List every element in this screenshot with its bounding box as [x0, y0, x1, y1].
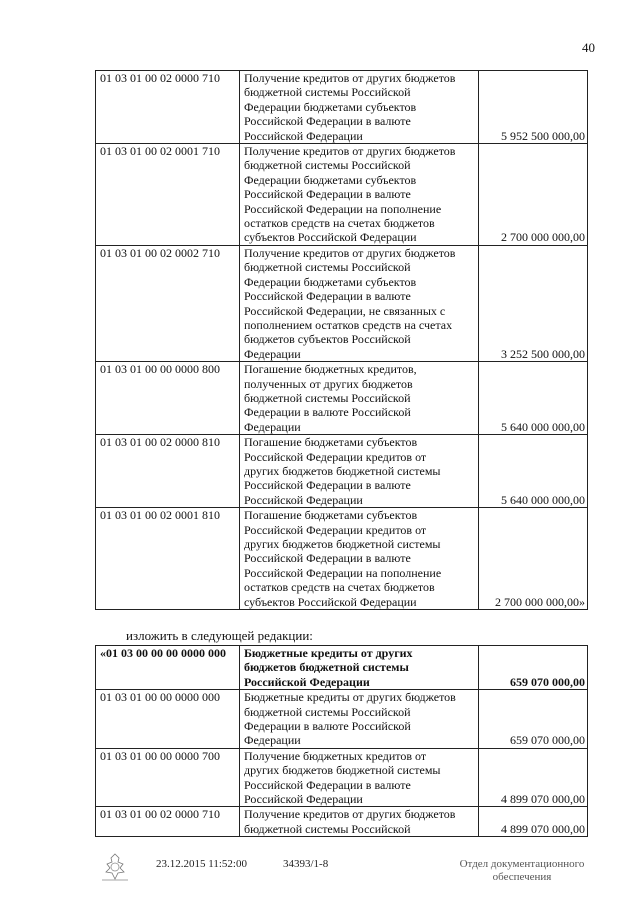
- description-line: бюджетов бюджетной системы: [244, 660, 409, 675]
- description-line: Погашение бюджетами субъектов: [244, 508, 418, 523]
- description-line: Российской Федерации в валюте: [244, 551, 411, 566]
- description-line: Российской Федерации кредитов от: [244, 522, 427, 537]
- budget-code-cell: 01 03 01 00 02 0000 710: [96, 807, 240, 837]
- description-line: Российской Федерации в валюте: [244, 187, 411, 202]
- description-line: бюджетной системы Российской: [244, 260, 411, 275]
- description-line: Погашение бюджетами субъектов: [244, 435, 418, 450]
- description-line: бюджетной системы Российской: [244, 821, 411, 836]
- table-row: [96, 144, 588, 246]
- table-row: [96, 245, 588, 361]
- description-line: бюджетной системы Российской: [244, 390, 411, 405]
- description-line: бюджетной системы Российской: [244, 158, 411, 173]
- description-line: Российской Федерации кредитов от: [244, 449, 427, 464]
- table-row: [96, 646, 588, 690]
- budget-code-cell: 01 03 01 00 00 0000 700: [96, 748, 240, 807]
- amount-cell: 5 952 500 000,00: [479, 71, 588, 144]
- description-line: бюджетов субъектов Российской: [244, 332, 411, 347]
- description-line: Российской Федерации: [244, 492, 363, 507]
- table-row: [96, 435, 588, 508]
- page-number: 40: [582, 40, 595, 55]
- description-line: Погашение бюджетных кредитов,: [244, 362, 417, 377]
- description-line: пополнением остатков средств на счетах: [244, 317, 453, 332]
- description-line: остатков средств на счетах бюджетов: [244, 580, 435, 595]
- description-line: Российской Федерации в валюте: [244, 777, 411, 792]
- description-line: Российской Федерации: [244, 128, 363, 143]
- description-cell: [240, 508, 479, 610]
- budget-code-cell: «01 03 00 00 00 0000 000: [96, 646, 240, 690]
- description-line: Федерации: [244, 419, 301, 434]
- amount-cell: 5 640 000 000,00: [479, 362, 588, 435]
- budget-code-cell: 01 03 01 00 00 0000 800: [96, 362, 240, 435]
- description-line: Федерации бюджетами субъектов: [244, 172, 417, 187]
- table-row: [96, 362, 588, 435]
- description-line: других бюджетов бюджетной системы: [244, 537, 441, 551]
- description-line: бюджетной системы Российской: [244, 704, 411, 719]
- budget-code-cell: 01 03 01 00 02 0001 710: [96, 144, 240, 246]
- amount-cell: 4 899 070 000,00: [479, 748, 588, 807]
- footer-department-line: Отдел документационного: [459, 858, 585, 870]
- table-row: [96, 508, 588, 610]
- description-line: Федерации в валюте Российской: [244, 405, 411, 420]
- description-line: Федерации: [244, 346, 301, 361]
- description-line: Федерации бюджетами субъектов: [244, 274, 417, 289]
- description-line: полученных от других бюджетов: [244, 376, 413, 391]
- description-line: бюджетной системы Российской: [244, 85, 411, 100]
- description-line: Российской Федерации на пополнение: [244, 565, 442, 580]
- budget-table-revised: [95, 645, 588, 837]
- description-line: Российской Федерации: [244, 674, 370, 689]
- description-cell: [240, 71, 479, 144]
- budget-table-original: [95, 70, 588, 610]
- description-line: Российской Федерации в валюте: [244, 114, 411, 129]
- description-line: субъектов Российской Федерации: [244, 594, 417, 609]
- description-line: Российской Федерации в валюте: [244, 289, 411, 304]
- description-line: Получение бюджетных кредитов от: [244, 748, 427, 763]
- description-cell: [240, 144, 479, 246]
- instruction-text: изложить в следующей редакции:: [126, 628, 313, 643]
- footer-document-number: 34393/1-8: [283, 858, 329, 870]
- description-line: остатков средств на счетах бюджетов: [244, 216, 435, 231]
- description-line: Федерации: [244, 733, 301, 748]
- description-cell: [240, 690, 479, 749]
- description-line: Федерации бюджетами субъектов: [244, 99, 417, 114]
- amount-cell: 4 899 070 000,00: [479, 807, 588, 837]
- amount-cell: 2 700 000 000,00: [479, 144, 588, 246]
- budget-code-cell: 01 03 01 00 02 0002 710: [96, 245, 240, 361]
- budget-code-cell: 01 03 01 00 00 0000 000: [96, 690, 240, 749]
- description-line: Получение кредитов от других бюджетов: [244, 144, 456, 159]
- description-cell: [240, 748, 479, 807]
- description-line: Федерации в валюте Российской: [244, 719, 411, 734]
- footer-department-line: обеспечения: [492, 871, 552, 883]
- emblem-seal-icon: [98, 852, 132, 882]
- description-line: Бюджетные кредиты от других: [244, 646, 413, 660]
- amount-cell: 5 640 000 000,00: [479, 435, 588, 508]
- description-line: других бюджетов бюджетной системы: [244, 763, 441, 778]
- amount-cell: 3 252 500 000,00: [479, 245, 588, 361]
- description-cell: [240, 646, 479, 690]
- description-cell: [240, 245, 479, 361]
- description-cell: [240, 435, 479, 508]
- description-line: других бюджетов бюджетной системы: [244, 463, 441, 478]
- footer-department-stamp: [452, 858, 592, 884]
- table-row: [96, 748, 588, 807]
- amount-cell: 659 070 000,00: [479, 646, 588, 690]
- table-row: [96, 71, 588, 144]
- budget-code-cell: 01 03 01 00 02 0001 810: [96, 508, 240, 610]
- description-line: субъектов Российской Федерации: [244, 230, 417, 245]
- budget-code-cell: 01 03 01 00 02 0000 710: [96, 71, 240, 144]
- description-line: Российской Федерации на пополнение: [244, 201, 442, 216]
- description-line: Получение кредитов от других бюджетов: [244, 71, 456, 85]
- description-cell: [240, 807, 479, 837]
- description-line: Российской Федерации, не связанных с: [244, 303, 446, 318]
- description-cell: [240, 362, 479, 435]
- description-line: Российской Федерации: [244, 792, 363, 807]
- amount-cell: 659 070 000,00: [479, 690, 588, 749]
- description-line: Бюджетные кредиты от других бюджетов: [244, 690, 456, 705]
- budget-code-cell: 01 03 01 00 02 0000 810: [96, 435, 240, 508]
- description-line: Получение кредитов от других бюджетов: [244, 245, 456, 260]
- description-line: Российской Федерации в валюте: [244, 478, 411, 493]
- description-line: Получение кредитов от других бюджетов: [244, 807, 456, 822]
- table-row: [96, 690, 588, 749]
- footer-date: 23.12.2015 11:52:00: [156, 858, 247, 870]
- amount-cell: 2 700 000 000,00»: [479, 508, 588, 610]
- table-row: [96, 807, 588, 837]
